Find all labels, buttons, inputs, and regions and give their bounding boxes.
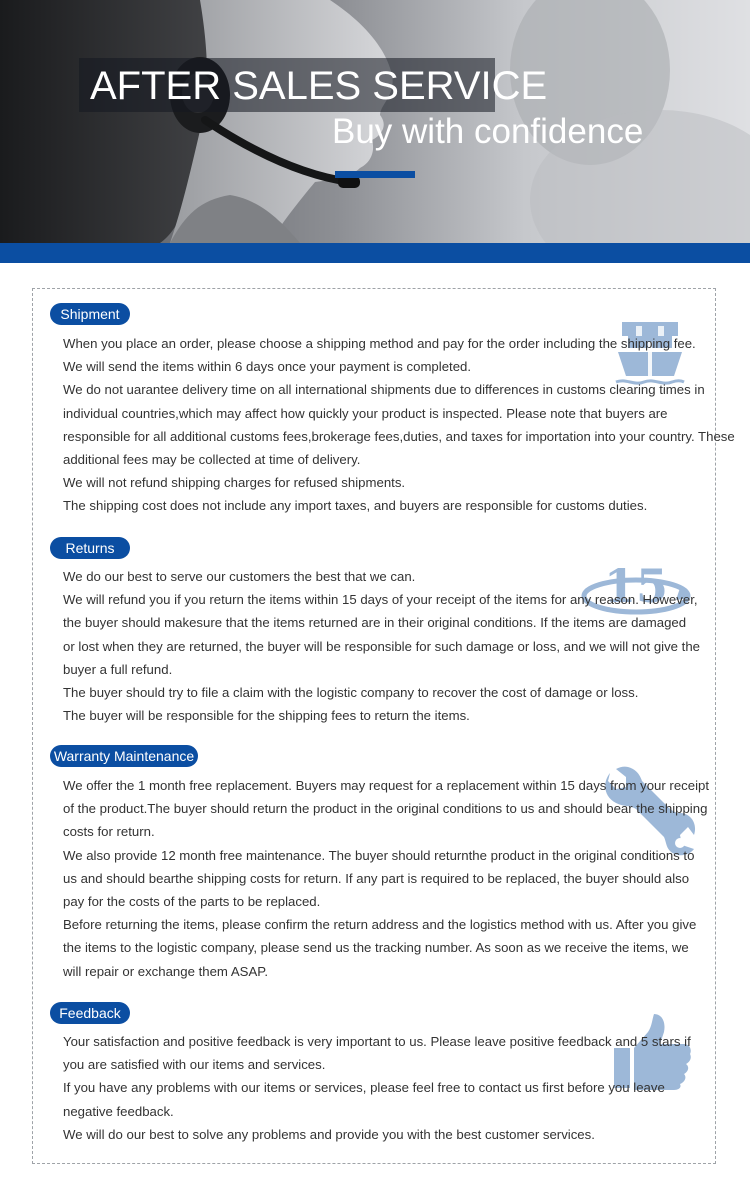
fifteen-label: 15: [603, 559, 669, 613]
shipment-line: We do not uarantee delivery time on all international shipments due to differences in customs clearing times in: [63, 382, 705, 398]
returns-line: We will refund you if you return the items within 15 days of your receipt of the items for any reason. However,: [63, 592, 698, 608]
returns-line: The buyer should try to file a claim with the logistic company to recover the cost of damage or loss.: [63, 685, 639, 701]
feedback-tag: Feedback: [50, 1002, 130, 1024]
feedback-line: negative feedback.: [63, 1103, 174, 1119]
shipment-line: individual countries,which may affect how quickly your product is inspected. Please note that buyers are: [63, 405, 668, 421]
shipment-tag: Shipment: [50, 303, 130, 325]
shipment-line: We will send the items within 6 days once your payment is completed.: [63, 359, 472, 375]
warranty-line: the items to the logistic company, please send us the tracking number. As soon as we receive the items, we: [63, 940, 689, 956]
shipment-line: responsible for all additional customs fees,brokerage fees,duties, and taxes for importation into your country. These: [63, 428, 735, 444]
warranty-line: costs for return.: [63, 824, 155, 840]
hero-banner: [0, 0, 750, 243]
feedback-line: Your satisfaction and positive feedback is very important to us. Please leave positive feedback and 5 stars if: [63, 1034, 691, 1049]
warranty-line: of the product.The buyer should return the product in the original conditions to us and should bear the shipping: [63, 801, 708, 817]
warranty-line: pay for the costs of the parts to be replaced.: [63, 894, 321, 910]
returns-tag: Returns: [50, 537, 130, 559]
warranty-text: [63, 774, 710, 983]
feedback-line: If you have any problems with our items or services, please feel free to contact us first before you leave: [63, 1080, 665, 1096]
feedback-line: you are satisfied with our items and services.: [63, 1057, 326, 1073]
returns-line: We do our best to serve our customers the best that we can.: [63, 569, 416, 584]
shipment-line: additional fees may be collected at time of delivery.: [63, 452, 361, 468]
warranty-line: will repair or exchange them ASAP.: [63, 963, 269, 979]
returns-line: the buyer should makesure that the items returned are in their original conditions. If the items are damaged: [63, 615, 687, 631]
warranty-line: Before returning the items, please confirm the return address and the logistics method with us. After you give: [63, 917, 697, 933]
accent-underline: [335, 171, 415, 178]
shipment-text: [63, 332, 735, 518]
returns-text: [63, 565, 703, 727]
feedback-text: [63, 1030, 703, 1146]
warranty-line: We also provide 12 month free maintenance. The buyer should returnthe product in the original conditions to: [63, 847, 695, 863]
shipment-line: When you place an order, please choose a shipping method and pay for the order including the shipping fee.: [63, 336, 696, 351]
banner-bottom-band: [0, 243, 750, 263]
shipment-line: We will not refund shipping charges for refused shipments.: [63, 475, 406, 491]
warranty-tag: Warranty Maintenance: [50, 745, 198, 767]
returns-line: buyer a full refund.: [63, 661, 173, 677]
warranty-line: We offer the 1 month free replacement. Buyers may request for a replacement within 15 days from your receipt: [63, 778, 710, 793]
shipment-line: The shipping cost does not include any import taxes, and buyers are responsible for customs duties.: [63, 498, 648, 514]
banner-subtitle: Buy with confidence: [332, 112, 644, 151]
banner-title: AFTER SALES SERVICE: [90, 64, 548, 108]
warranty-line: us and should bearthe shipping costs for return. If any part is required to be replaced, the buyer should also: [63, 870, 690, 886]
returns-line: or lost when they are returned, the buyer will be responsible for such damage or loss, and we will not give the: [63, 638, 701, 654]
feedback-line: We will do our best to solve any problems and provide you with the best customer services.: [63, 1126, 595, 1142]
returns-line: The buyer will be responsible for the shipping fees to return the items.: [63, 708, 470, 724]
